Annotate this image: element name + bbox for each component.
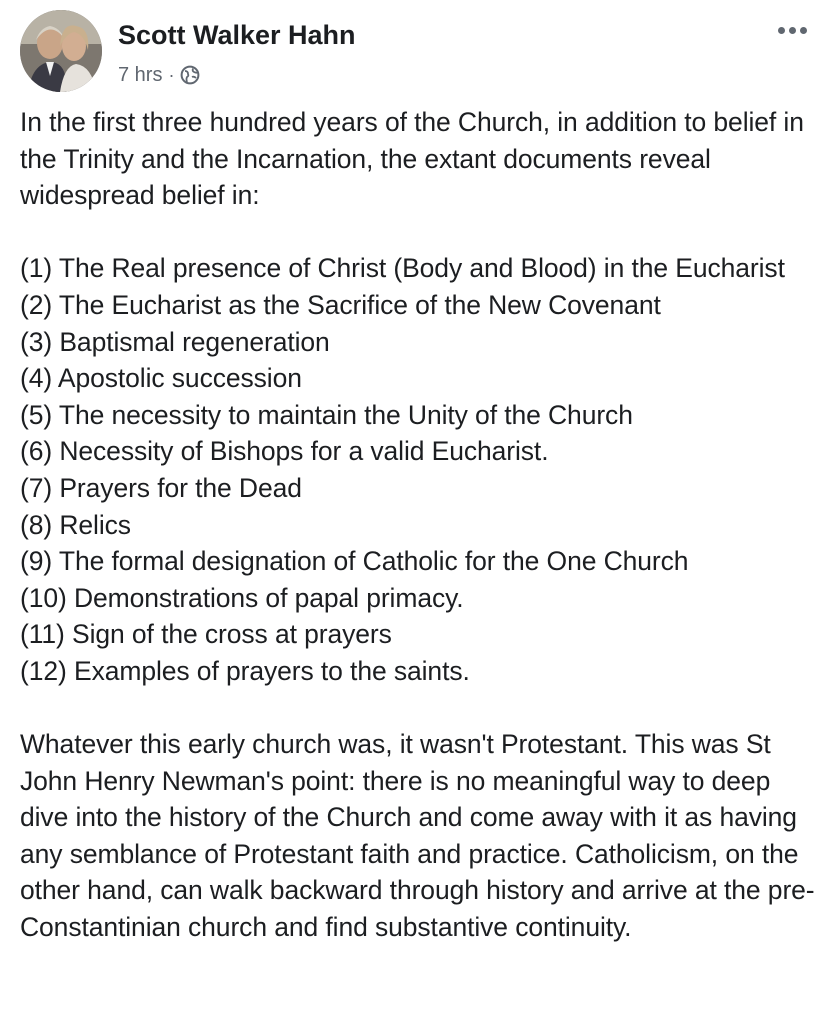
list-item: (7) Prayers for the Dead [20, 472, 302, 503]
list-item: (10) Demonstrations of papal primacy. [20, 582, 464, 613]
post-body [20, 104, 820, 946]
paragraph-spacer [20, 690, 820, 727]
globe-icon[interactable] [180, 65, 200, 85]
list-item: (1) The Real presence of Christ (Body and Blood) in the Eucharist [20, 253, 785, 284]
list-item: (2) The Eucharist as the Sacrifice of the New Covenant [20, 289, 661, 320]
author-name[interactable]: Scott Walker Hahn [118, 20, 356, 50]
list-item: (9) The formal designation of Catholic for the One Church [20, 546, 689, 577]
paragraph-spacer [20, 214, 820, 251]
post-conclusion: Whatever this early church was, it wasn't Protestant. This was St John Henry Newman's point: there is no meaningful way to deep dive into the history of the Church and come away with it as having any semblance of Protestant faith and practice. Catholicism, on the other hand, can walk backward through history and arrive at the pre-Constantinian church and find substantive continuity. [20, 729, 815, 943]
list-item: (3) Baptismal regeneration [20, 326, 330, 357]
list-item: (11) Sign of the cross at prayers [20, 619, 392, 650]
avatar-photo [20, 10, 102, 92]
more-options-icon[interactable] [772, 14, 812, 46]
list-item: (5) The necessity to maintain the Unity of the Church [20, 399, 633, 430]
meta-separator: · [168, 64, 175, 85]
list-item: (12) Examples of prayers to the saints. [20, 655, 470, 686]
post-timestamp[interactable]: 7 hrs [118, 63, 163, 86]
list-item: (6) Necessity of Bishops for a valid Eucharist. [20, 436, 549, 467]
list-item: (4) Apostolic succession [20, 363, 302, 394]
author-avatar[interactable] [20, 10, 102, 92]
post-meta [118, 62, 200, 88]
post-header [20, 10, 820, 90]
post-intro: In the first three hundred years of the Church, in addition to belief in the Trinity and the Incarnation, the extant documents reveal widespread belief in: [20, 107, 804, 211]
belief-list [20, 250, 820, 689]
list-item: (8) Relics [20, 509, 131, 540]
